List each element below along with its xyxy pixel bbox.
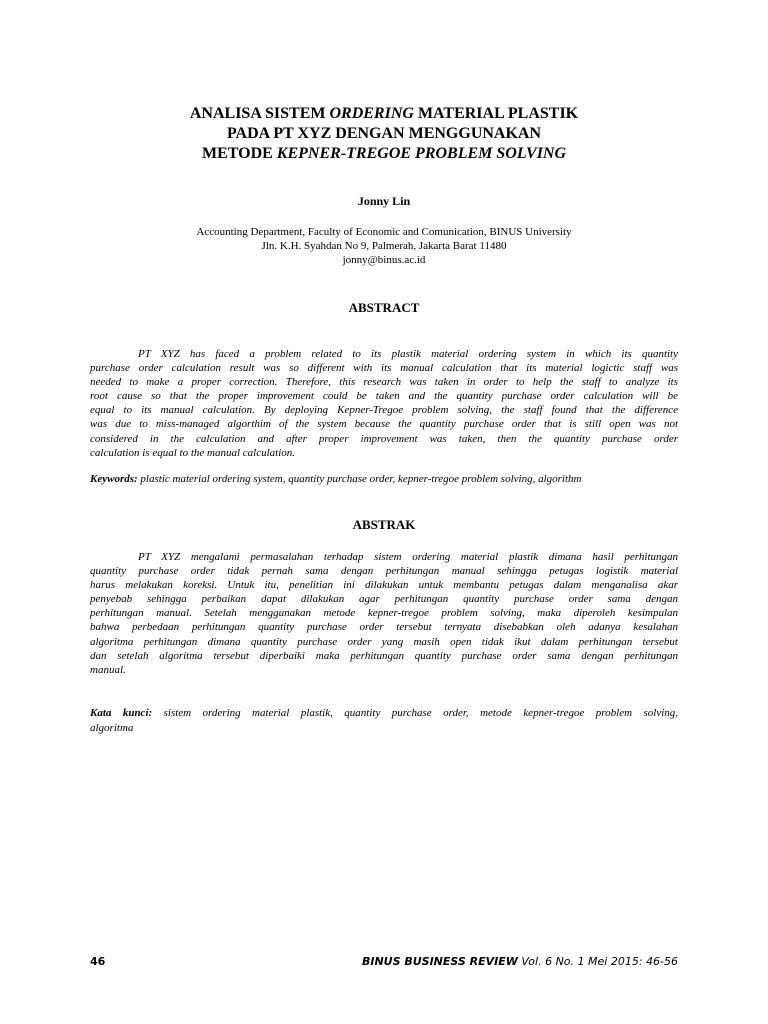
abstract-line: purchase order calculation result was so different with its manual calculation that its material logictic staff was [90,362,678,375]
abstrak-line: dan setelah algoritma tersebut diperbaiki maka perhitungan quantity purchase order sama dengan perhitungan [90,649,678,662]
abstract-body [90,347,678,460]
kata-kunci-text-cont: algoritma [90,721,134,734]
abstrak-line: quantity purchase order tidak pernah sama dengan perhitungan manual sehingga petugas logistik material [90,565,678,578]
keywords-text: plastic material ordering system, quantity purchase order, kepner-tregoe problem solving, algorithm [137,473,582,485]
abstract-line: equal to its manual calculation. By deploying Kepner-Tregoe problem solving, the staff found that the difference [90,404,678,417]
abstract-line: considered in the calculation and after proper improvement was taken, then the quantity purchase order [90,432,678,445]
abstract-line: PT XYZ has faced a problem related to its plastik material ordering system in which its quantity [138,348,678,360]
journal-citation [362,955,678,968]
abstrak-line: manual. [90,663,126,676]
abstrak-line: bahwa perbedaan perhitungan quantity purchase order tersebut ternyata disebabkan oleh adanya kesalahan [90,621,678,634]
abstrak-keywords [90,706,678,735]
abstract-line: needed to make a proper correction. Therefore, this research was taken in order to help the staff to analyze its [90,376,678,389]
author-email[interactable]: jonny@binus.ac.id [342,254,426,266]
kata-kunci-text: sistem ordering material plastik, quantity purchase order, metode kepner-tregoe problem solving, [152,707,679,719]
title-line-2: PADA PT XYZ DENGAN MENGGUNAKAN [226,125,542,142]
paper-title [90,104,678,164]
abstrak-line: penyebab sehingga perbaikan dapat dilakukan agar perhitungan quantity purchase order sama dengan [90,593,678,606]
abstrak-line: harus melakukan koreksi. Untuk itu, penelitian ini dilakukan untuk membantu petugas dalam menganalisa akar [90,579,678,592]
abstract-heading: ABSTRACT [348,300,420,315]
title-line-1: ANALISA SISTEM ORDERING MATERIAL PLASTIK [189,105,579,122]
journal-volume: Vol. 6 No. 1 Mei 2015: 46-56 [517,955,678,968]
abstrak-line: PT XYZ mengalami permasalahan terhadap sistem ordering material plastik dimana hasil perhitungan [138,551,678,563]
abstrak-line: algoritma perhitungan dimana quantity purchase order yang masih open tidak ikut dalam perhitungan tersebut [90,635,678,648]
abstrak-line: perhitungan manual. Setelah menggunakan metode kepner-tregoe problem solving, maka diperoleh kesimpulan [90,607,678,620]
abstract-line: was due to miss-managed algorthim of the system because the quantity purchase order that is still open was not [90,418,678,431]
abstract-line: calculation is equal to the manual calculation. [90,446,295,459]
page-number: 46 [90,955,106,968]
affiliation-address: Jln. K.H. Syahdan No 9, Palmerah, Jakarta Barat 11480 [261,240,507,252]
author-name: Jonny Lin [357,194,411,208]
abstrak-body [90,550,678,677]
title-line-3: METODE KEPNER-TREGOE PROBLEM SOLVING [201,145,567,162]
author-affiliation [90,225,678,267]
abstrak-heading: ABSTRAK [352,517,416,532]
affiliation-department: Accounting Department, Faculty of Economic and Comunication, BINUS University [196,226,572,238]
keywords-label: Keywords: [90,473,138,485]
journal-name: BINUS BUSINESS REVIEW [361,955,518,968]
abstract-keywords [90,472,678,487]
abstract-line: root cause so that the proper improvement could be taken and the quantity purchase order calculation will be [90,390,678,403]
page-footer [90,955,678,973]
kata-kunci-label: Kata kunci: [90,707,153,719]
